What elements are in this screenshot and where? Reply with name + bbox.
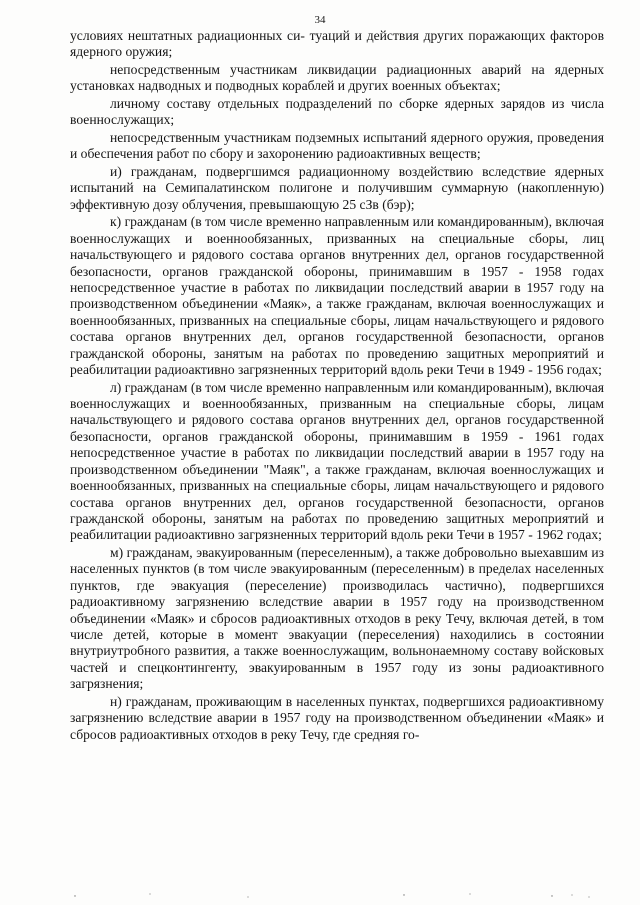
paragraph-underground-tests: непосредственным участникам подземных испытаний ядерного оружия, проведения и обеспечения работ по сбору и захоронению радиоактивных веществ; <box>70 130 604 162</box>
paragraph-item-k: к) гражданам (в том числе временно направленным или командированным), включая военнослужащих и военнообязанных, призванных на специальные сборы, лиц начальствующего и рядового состава органов внутренних дел, органов государственной безопасности, органов гражданской обороны, принимавшим в 1957 - 1958 годах непосредственное участие в работах по ликвидации последствий аварии в 1957 году на производственном объединении «Маяк», а также гражданам, включая военнослужащих и военнообязанных, призванных на специальные сборы, лицам начальствующего и рядового состава органов внутренних дел, органов государственной безопасности, органов гражданской обороны, занятым на работах по проведению защитных мероприятий и реабилитации радиоактивно загрязненных территорий вдоль реки Течи в 1949 - 1956 годах; <box>70 214 604 378</box>
document-body <box>70 28 604 744</box>
paragraph-item-i: и) гражданам, подвергшимся радиационному воздействию вследствие ядерных испытаний на Семипалатинском полигоне и получившим суммарную (накопленную) эффективную дозу облучения, превышающую 25 сЗв (бэр); <box>70 164 604 212</box>
scan-specks <box>0 884 640 904</box>
paragraph-assembly-personnel: личному составу отдельных подразделений по сборке ядерных зарядов из числа военнослужащих; <box>70 96 604 128</box>
paragraph-continuation: условиях нештатных радиационных си- туаций и действия других поражающих факторов ядерного оружия; <box>70 28 604 60</box>
paragraph-item-m: м) гражданам, эвакуированным (переселенным), а также добровольно выехавшим из населенных пунктов (в том числе эвакуированным (переселенным) в пределах населенных пунктов, где эвакуация (переселение) производилась частично), подвергшихся радиоактивному загрязнению вследствие аварии в 1957 году на производственном объединении «Маяк» и сбросов радиоактивных отходов в реку Течу, включая детей, в том числе детей, которые в момент эвакуации (переселения) находились в состоянии внутриутробного развития, а также военнослужащим, вольнонаемному составу войсковых частей и спецконтингенту, эвакуированным в 1957 году из зоны радиоактивного загрязнения; <box>70 544 604 692</box>
paragraph-item-l: л) гражданам (в том числе временно направленным или командированным), включая военнослужащих и военнообязанных, призванным на специальные сборы, лицам начальствующего и рядового состава органов внутренних дел, органов государственной безопасности, органов гражданской обороны, принимавшим в 1959 - 1961 годах непосредственное участие в работах по ликвидации последствий аварии в 1957 году на производственном объединении "Маяк", а также гражданам, включая военнослужащих и военнообязанных, призванных на специальные сборы, лицам начальствующего и рядового состава органов внутренних дел, органов государственной безопасности, органов гражданской обороны, занятым на работах по проведению защитных мероприятий и реабилитации радиоактивно загрязненных территорий вдоль реки Течи в 1957 - 1962 годах; <box>70 379 604 543</box>
paragraph-item-n: н) гражданам, проживающим в населенных пунктах, подвергшихся радиоактивному загрязнению вследствие аварии в 1957 году на производственном объединении «Маяк» и сбросов радиоактивных отходов в реку Течу, где средняя го- <box>70 693 604 742</box>
paragraph-liquidation-participants: непосредственным участникам ликвидации радиационных аварий на ядерных установках надводных и подводных кораблей и других военных объектах; <box>70 62 604 94</box>
page-number: 34 <box>314 14 326 26</box>
